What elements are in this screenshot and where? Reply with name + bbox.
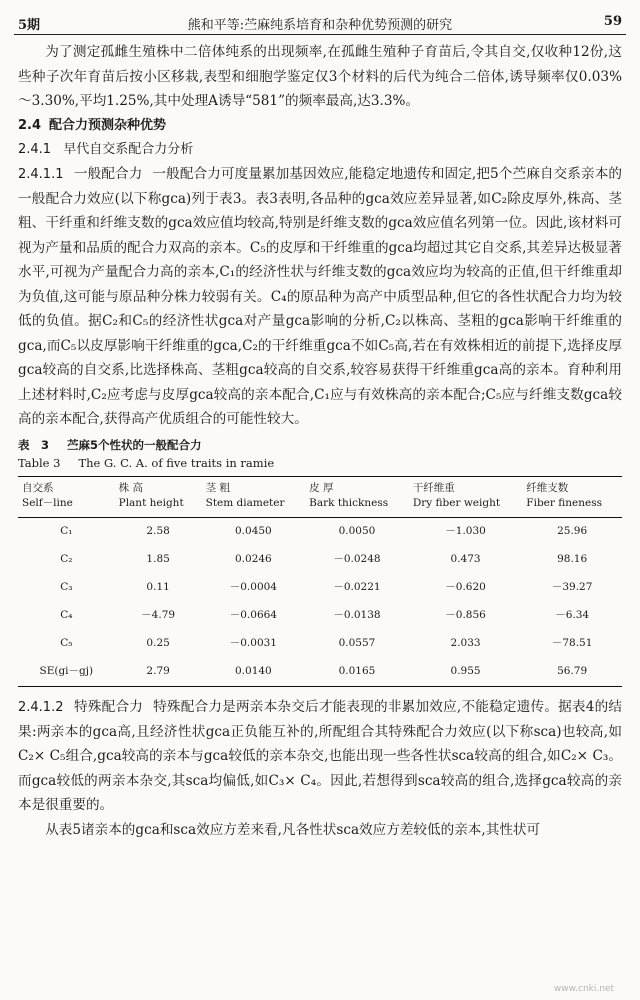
table3-cell: 2.79 <box>115 658 202 687</box>
section-title: 配合力预测杂种优势 <box>49 117 167 133</box>
table3-cell: 0.11 <box>146 581 170 594</box>
table3-label-en: Table 3 <box>18 455 61 470</box>
table3-cell: －0.0031 <box>229 637 277 650</box>
table3-title-en: The G. C. A. of five traits in ramie <box>78 455 275 470</box>
table3-header-en: Fiber fineness <box>526 496 602 509</box>
section-number: 2.4 <box>18 117 42 133</box>
table-row <box>18 602 622 630</box>
table3-cell: 0.0246 <box>235 553 272 566</box>
table3-cell: 0.0050 <box>338 525 376 538</box>
sca-number: 2.4.1.2 <box>18 699 64 715</box>
table3-cell: －0.0221 <box>333 581 381 594</box>
table3-header-en: Plant height <box>118 496 184 509</box>
gca-text: 一般配合力可度量累加基因效应,能稳定地遗传和固定,把5个苎麻自交系亲本的一般配合力效应(以下称gca)列于表3。表3表明,各品种的gca效应差异显著,如C₂除皮厚外,株高、茎粗、干纤重和纤维支数的gca效应值均较高,特别是纤维支数的gca效应值名列第一位。因此,该材料可视为产量和品质的配合力双高的亲本。C₅的皮厚和干纤维重的gca均超过其它自交系,其差异达极显著水平,可视为产量配合力高的亲本,C₁的经济性状与纤维支数的gca效应均为较高的正值,但干纤维重却为负值,这可能与原品种分株力较弱有关。C₄的原品种为高产中质型品种,但它的各性状配合力均为较低的负值。据C₂和C₅的经济性状gca对产量gca影响的分析,C₂以株高、茎粗的gca影响干纤维重的gca,而C₅以皮厚影响干纤维重的gca,C₂的干纤维重gca不如C₅高,若在有效株相近的前提下,选择皮厚gca较高的自交系,比选择株高、茎粗gca较高的自交系,较容易获得干纤维重gca高的亲本。育种利用上述材料时,C₂应考虑与皮厚gca较高的亲本配合,C₁应与有效株高的亲本配合;C₅应与纤维支数gca较高的亲本配合,获得高产优质组合的可能性较大。 <box>18 165 622 427</box>
gca-number: 2.4.1.1 <box>18 166 64 182</box>
section-heading <box>18 114 622 138</box>
table3-header-cn: 自交系 <box>22 481 54 494</box>
table3-header-cn: 株 高 <box>118 481 143 494</box>
table3-cell: －78.51 <box>551 637 593 650</box>
table3-header-cn: 纤维支数 <box>526 481 569 494</box>
table3-cell: 1.85 <box>146 553 170 566</box>
table3-header-5 <box>522 477 622 518</box>
table3-caption <box>18 436 622 472</box>
running-header <box>14 12 626 35</box>
table3-cell: 0.955 <box>409 658 522 687</box>
intro-paragraph: 为了测定孤雌生殖株中二倍体纯系的出现频率,在孤雌生殖种子育苗后,令其自交,仅收种12份,这些种子次年育苗后按小区移栽,表型和细胞学鉴定仅3个材料的后代为纯合二倍体,诱导频率仅0.03%～3.30%,平均1.25%,其中处理A诱导“581”的频率最高,达3.3%。 <box>18 44 622 109</box>
table-row <box>18 546 622 574</box>
table3-body <box>18 517 622 686</box>
table3-line-label: C₁ <box>60 525 73 538</box>
table3-line-label: C₃ <box>60 581 73 594</box>
table3-line-label: C₄ <box>60 609 73 622</box>
table3-cell: 0.0450 <box>235 525 272 538</box>
table3-header-en: Dry fiber weight <box>412 496 501 509</box>
table3-title-cn: 苎麻5个性状的一般配合力 <box>67 437 202 452</box>
table3-header-en: Stem diameter <box>205 496 285 509</box>
table3-cell: －0.0248 <box>333 553 381 566</box>
gca-title: 一般配合力 <box>73 165 143 182</box>
table3-cell: －1.030 <box>445 525 486 538</box>
subsection-heading <box>18 138 622 162</box>
table-row <box>18 574 622 602</box>
table3-caption-en <box>18 454 622 472</box>
article-body <box>18 40 622 842</box>
table3-header-3 <box>305 477 409 518</box>
table3-line-label: C₂ <box>60 553 73 566</box>
table3-cell: －0.0138 <box>333 609 381 622</box>
table3-caption-cn <box>18 436 622 454</box>
table3-cell: －4.79 <box>141 609 176 622</box>
table3-header-4 <box>409 477 522 518</box>
table3-header-2 <box>202 477 306 518</box>
subsection-number: 2.4.1 <box>18 141 52 157</box>
table3 <box>18 476 622 687</box>
table3-cell: －6.34 <box>555 609 590 622</box>
table3-cell: 0.0557 <box>338 637 376 650</box>
table-row <box>18 630 622 658</box>
subsection-title: 早代自交系配合力分析 <box>63 141 194 157</box>
sca-title: 特殊配合力 <box>74 698 144 715</box>
table3-header-cn: 皮 厚 <box>309 481 334 494</box>
table3-cell: －39.27 <box>551 581 593 594</box>
table3-cell: 98.16 <box>557 553 588 566</box>
table3-header-row <box>18 477 622 518</box>
table3-cell: 0.473 <box>450 553 481 566</box>
table3-cell: 0.25 <box>146 637 170 650</box>
table3-label-cn: 表 3 <box>18 437 50 452</box>
table3-cell: －0.856 <box>445 609 486 622</box>
gca-paragraph <box>18 162 622 432</box>
table3-cell: 2.58 <box>146 525 170 538</box>
table3-cell: 2.033 <box>450 637 481 650</box>
table3-line-label: C₅ <box>60 637 73 650</box>
table3-cell: －0.0664 <box>229 609 277 622</box>
table3-line-label: SE(gi－gj) <box>18 658 115 687</box>
table3-cell: 0.0140 <box>202 658 306 687</box>
sca-paragraph <box>18 695 622 818</box>
watermark: www.cnki.net <box>553 984 614 994</box>
running-title: 熊和平等:苎麻纯系培育和杂种优势预测的研究 <box>187 18 453 33</box>
table3-cell: －0.620 <box>445 581 486 594</box>
issue-number: 5期 <box>18 18 41 33</box>
page-number: 59 <box>603 14 622 29</box>
table3-header-cn: 茎 粗 <box>205 481 230 494</box>
sca-text: 特殊配合力是两亲本杂交后才能表现的非累加效应,不能稳定遗传。据表4的结果:两亲本的gca高,且经济性状gca正负能互补的,所配组合其特殊配合力效应(以下称sca)也较高,如C₂× C₅组合,gca较高的亲本与gca较低的亲本杂交,也能出现一些各性状sca较高的组合,如C₂× C₃。而gca较低的两亲本杂交,其sca均偏低,如C₃× C₄。因此,若想得到sca较高的组合,选择gca较高的亲本是很重要的。 <box>18 698 623 813</box>
table3-header-1 <box>115 477 202 518</box>
table3-header-en: Self－line <box>22 496 73 509</box>
table3-cell: 25.96 <box>557 525 588 538</box>
table3-header-0 <box>18 477 115 518</box>
table-row <box>18 517 622 546</box>
table3-header-en: Bark thickness <box>309 496 389 509</box>
table3-header-cn: 干纤维重 <box>412 481 455 494</box>
last-line: 从表5诸亲本的gca和sca效应方差来看,凡各性状sca效应方差较低的亲本,其性状可 <box>45 821 541 838</box>
table3-cell: 56.79 <box>522 658 622 687</box>
table-row <box>18 658 622 687</box>
table3-cell: 0.0165 <box>305 658 409 687</box>
table3-cell: －0.0004 <box>229 581 277 594</box>
